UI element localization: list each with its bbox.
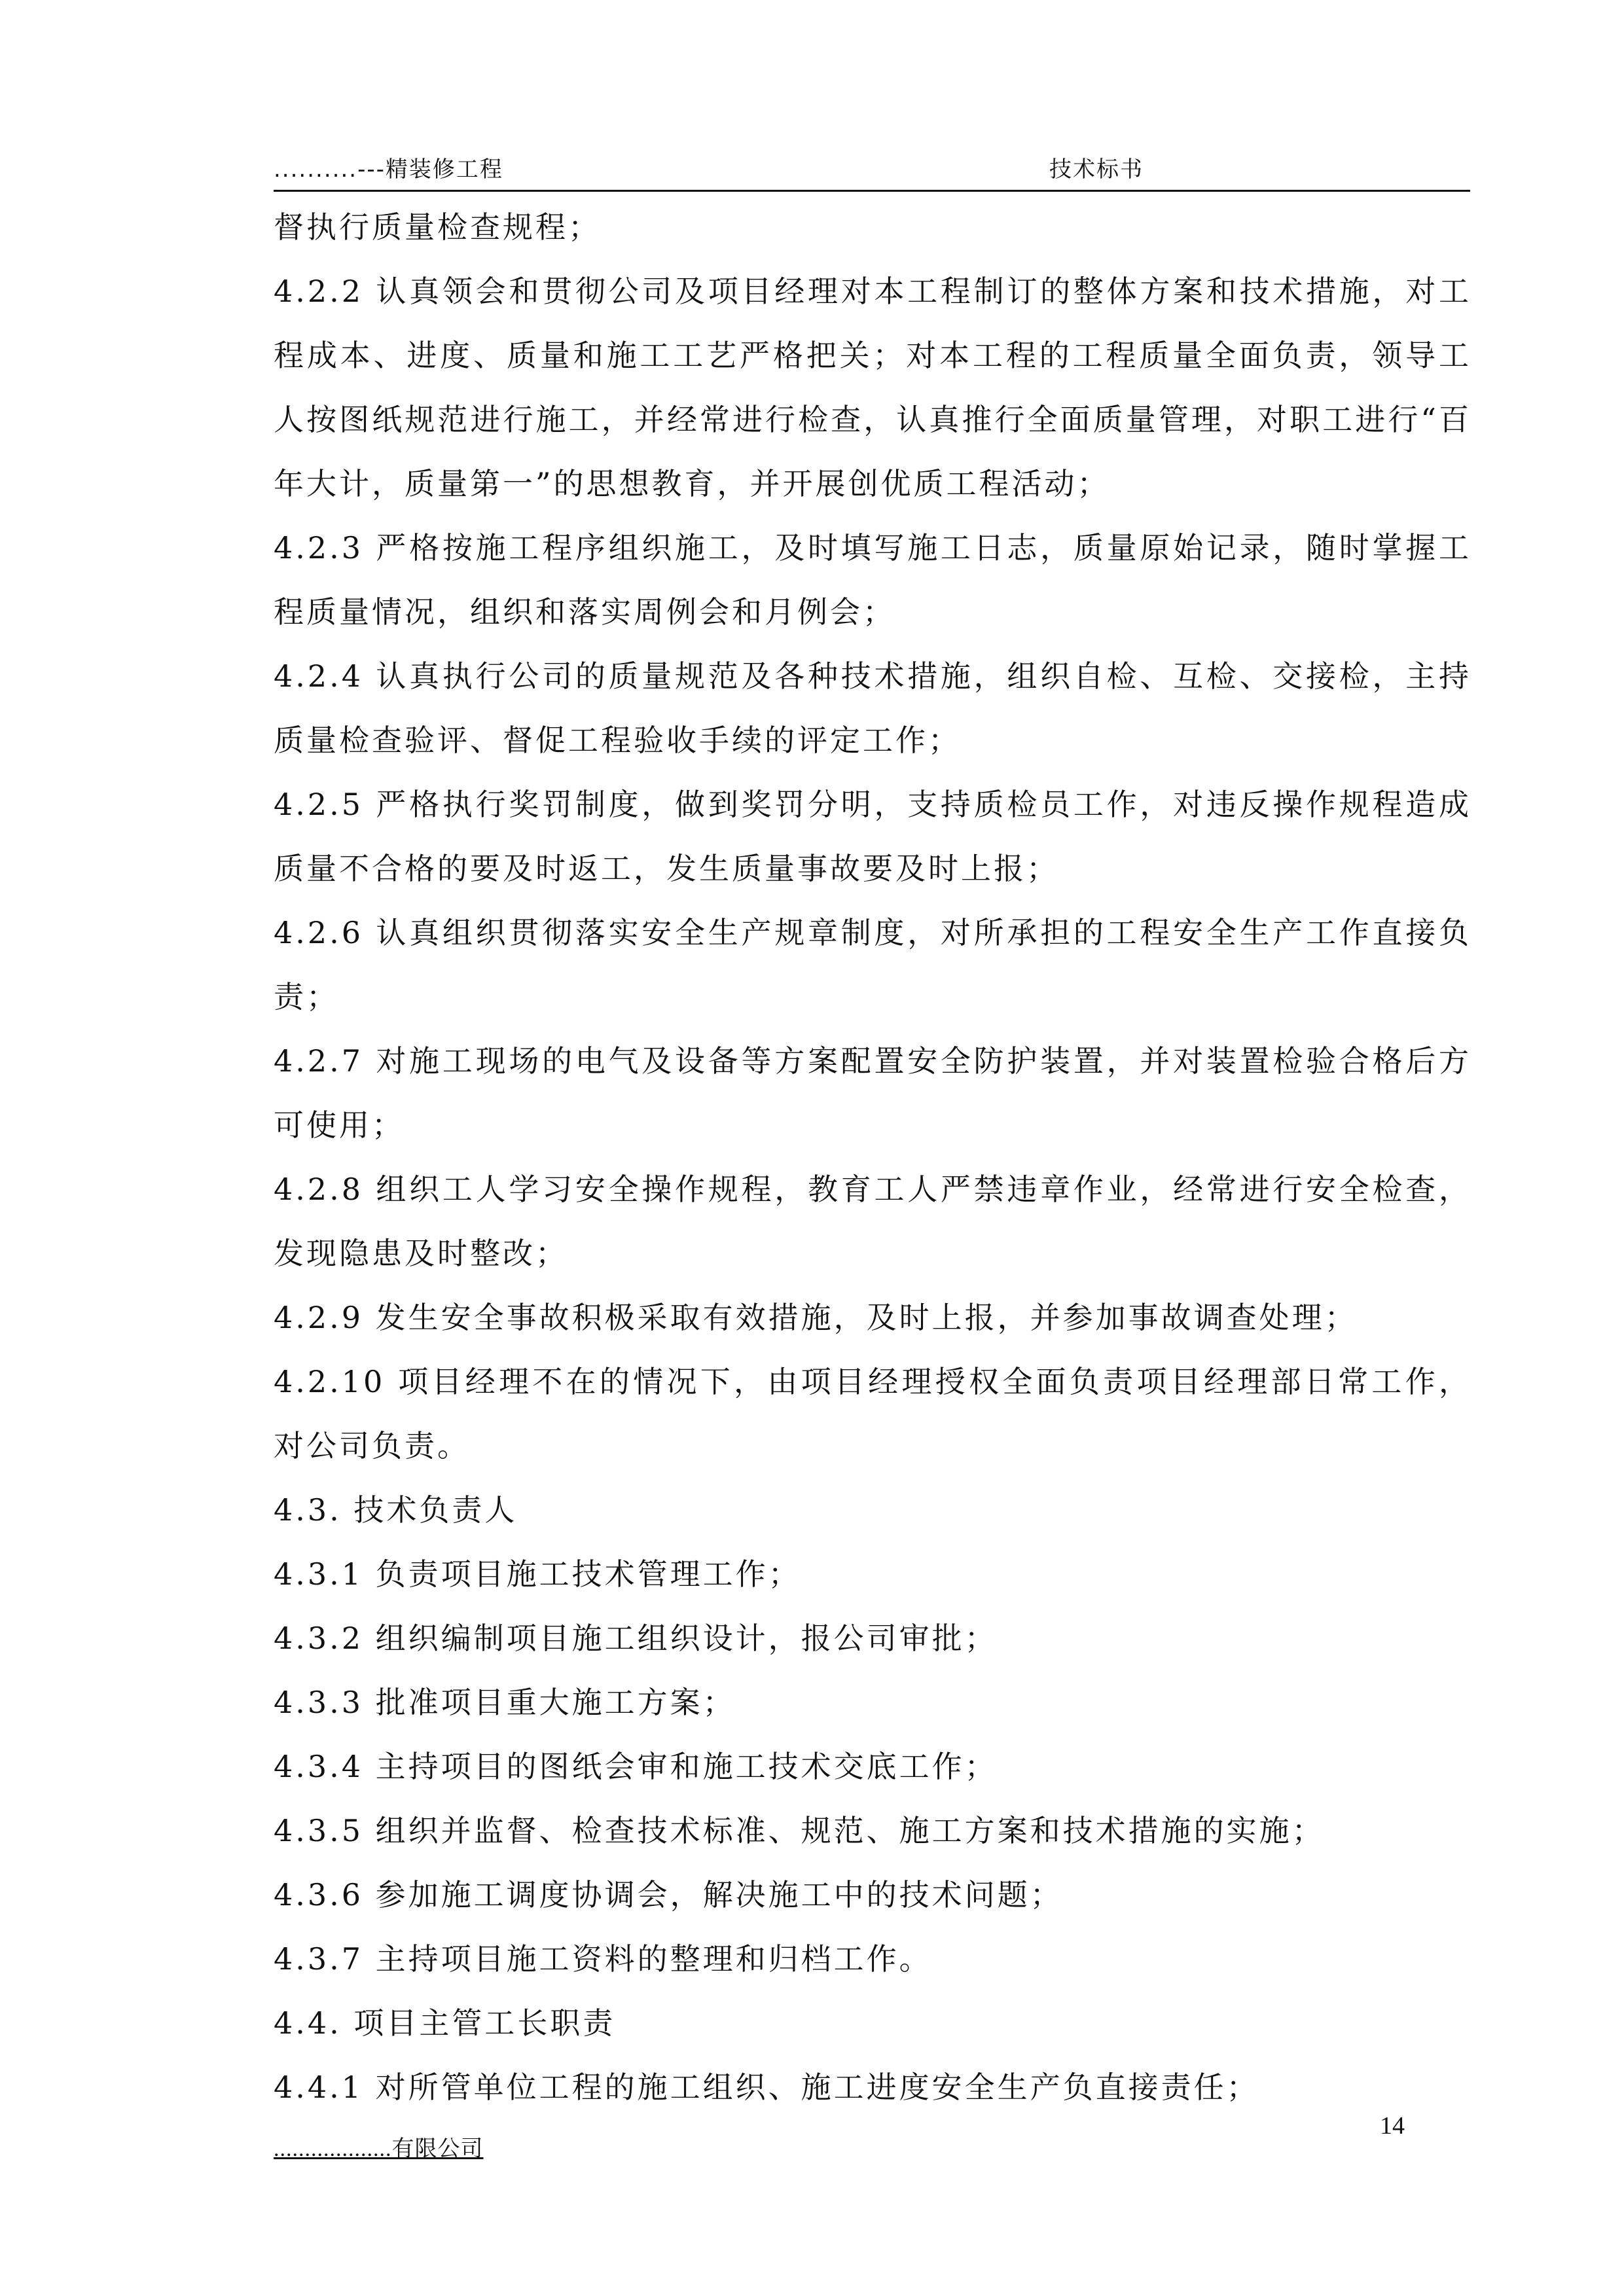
section-heading-4-4: 4.4. 项目主管工长职责 (274, 2005, 616, 2041)
document-body (274, 195, 1471, 2119)
paragraph-4-3-2: 4.3.2 组织编制项目施工组织设计，报公司审批； (274, 1621, 998, 1656)
paragraph-4-2-6: 4.2.6 认真组织贯彻落实安全生产规章制度，对所承担的工程安全生产工作直接负责； (274, 915, 1471, 1014)
paragraph-4-3-1: 4.3.1 负责项目施工技术管理工作； (274, 1556, 801, 1592)
paragraph-4-3-3: 4.3.3 批准项目重大施工方案； (274, 1685, 736, 1720)
header-document-type: 技术标书 (1049, 156, 1144, 183)
paragraph-4-3-5: 4.3.5 组织并监督、检查技术标准、规范、施工方案和技术措施的实施； (274, 1813, 1325, 1848)
paragraph-4-2-2: 4.2.2 认真领会和贯彻公司及项目经理对本工程制订的整体方案和技术措施，对工程成本、进度、质量和施工工艺严格把关；对本工程的工程质量全面负责，领导工人按图纸规范进行施工，并经常进行检查，认真推行全面质量管理，对职工进行“百年大计，质量第一”的思想教育，并开展创优质工程活动； (274, 274, 1471, 501)
section-heading-4-3: 4.3. 技术负责人 (274, 1492, 518, 1528)
page-header (274, 149, 1470, 192)
paragraph-4-3-6: 4.3.6 参加施工调度协调会，解决施工中的技术问题； (274, 1877, 1063, 1912)
paragraph-4-2-5: 4.2.5 严格执行奖罚制度，做到奖罚分明，支持质检员工作，对违反操作规程造成质量不合格的要及时返工，发生质量事故要及时上报； (274, 787, 1471, 886)
paragraph-4-3-7: 4.3.7 主持项目施工资料的整理和归档工作。 (274, 1941, 932, 1977)
paragraph-4-3-4: 4.3.4 主持项目的图纸会审和施工技术交底工作； (274, 1749, 998, 1784)
page-number: 14 (1380, 2112, 1405, 2140)
paragraph-4-2-8: 4.2.8 组织工人学习安全操作规程，教育工人严禁违章作业，经常进行安全检查，发现隐患及时整改； (274, 1172, 1471, 1271)
paragraph-4-2-4: 4.2.4 认真执行公司的质量规范及各种技术措施，组织自检、互检、交接检，主持质量检查验评、督促工程验收手续的评定工作； (274, 658, 1471, 758)
paragraph-continuation: 督执行质量检查规程； (274, 209, 601, 245)
paragraph-4-2-3: 4.2.3 严格按施工程序组织施工，及时填写施工日志，质量原始记录，随时掌握工程质量情况，组织和落实周例会和月例会； (274, 530, 1471, 630)
paragraph-4-2-10: 4.2.10 项目经理不在的情况下，由项目经理授权全面负责项目经理部日常工作，对公司负责。 (274, 1364, 1471, 1463)
paragraph-4-2-9: 4.2.9 发生安全事故积极采取有效措施，及时上报，并参加事故调查处理； (274, 1300, 1358, 1335)
paragraph-4-4-1: 4.4.1 对所管单位工程的施工组织、施工进度安全生产负直接责任； (274, 2070, 1259, 2105)
header-project-title: ..........---精装修工程 (274, 156, 503, 183)
footer-company: ...................有限公司 (274, 2137, 484, 2161)
paragraph-4-2-7: 4.2.7 对施工现场的电气及设备等方案配置安全防护装置，并对装置检验合格后方可使用； (274, 1043, 1471, 1143)
